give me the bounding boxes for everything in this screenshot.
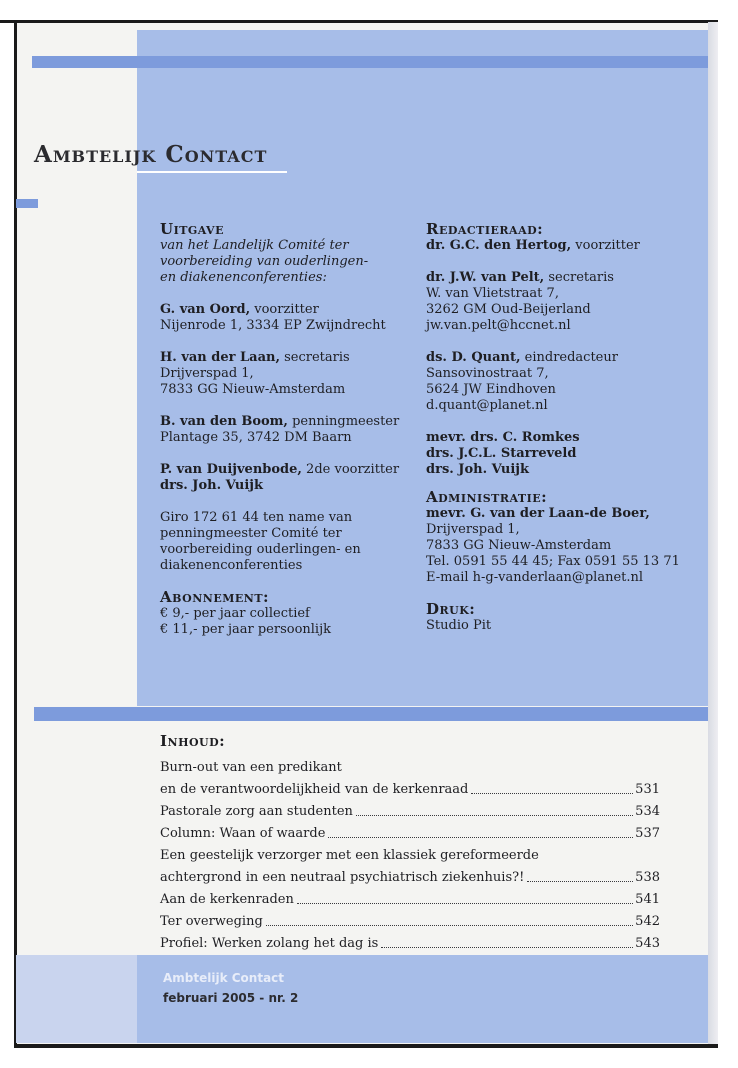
price-persoonlijk: € 11,- per jaar persoonlijk: [160, 622, 331, 637]
address-line: 5624 JW Eindhoven: [426, 382, 556, 397]
uitgave-description-line: en diakenenconferenties:: [160, 270, 327, 285]
toc-page-number: 531: [635, 782, 660, 797]
toc-title: Burn-out van een predikant: [160, 760, 342, 775]
dot-leader: [527, 881, 633, 882]
person-role: 2de voorzitter: [301, 462, 400, 477]
person-role: penningmeester: [287, 414, 400, 429]
address-line: Sansovinostraat 7,: [426, 366, 549, 381]
toc-entry[interactable]: [160, 754, 660, 776]
uitgave-heading: Uitgave: [160, 220, 224, 238]
footer-left-band: [16, 955, 137, 1043]
title-underline: [137, 171, 287, 173]
person-role: secretaris: [280, 350, 350, 365]
toc-page-number: 543: [635, 936, 660, 951]
address-line: 7833 GG Nieuw-Amsterdam: [426, 538, 612, 553]
toc-entry[interactable]: [160, 886, 660, 908]
toc-page-number: 541: [635, 892, 660, 907]
toc-page-number: 542: [635, 914, 660, 929]
toc-title: Column: Waan of waarde: [160, 826, 326, 841]
dot-leader: [266, 925, 633, 926]
person-name: G. van Oord,: [160, 302, 251, 317]
contact-boom: [160, 414, 420, 430]
toc-entry[interactable]: [160, 908, 660, 930]
footer-journal-name: Ambtelijk Contact: [163, 971, 285, 985]
toc-title: achtergrond in een neutraal psychiatrisch ziekenhuis?!: [160, 870, 525, 885]
email-line: d.quant@planet.nl: [426, 398, 548, 413]
phone-line: Tel. 0591 55 44 45; Fax 0591 55 13 71: [426, 554, 680, 569]
left-tab-mark: [16, 199, 38, 208]
journal-title: Ambtelijk Contact: [34, 141, 268, 168]
abonnement-heading: Abonnement:: [160, 588, 270, 606]
uitgave-description-line: voorbereiding van ouderlingen-: [160, 254, 369, 269]
contact-laan: [160, 350, 420, 366]
person-name: drs. Joh. Vuijk: [426, 462, 529, 477]
scan-bottom-edge: [14, 1044, 738, 1048]
dot-leader: [471, 793, 633, 794]
person-name: H. van der Laan,: [160, 350, 280, 365]
address-line: W. van Vlietstraat 7,: [426, 286, 559, 301]
toc-entry[interactable]: [160, 776, 660, 798]
giro-line: diakenenconferenties: [160, 558, 303, 573]
giro-line: voorbereiding ouderlingen- en: [160, 542, 361, 557]
contact-hertog: [426, 238, 706, 254]
dot-leader: [328, 837, 633, 838]
person-role: secretaris: [544, 270, 614, 285]
contact-duijvenbode: [160, 462, 420, 478]
uitgave-description-line: van het Landelijk Comité ter: [160, 238, 349, 253]
footer-issue: februari 2005 - nr. 2: [163, 991, 299, 1005]
redactieraad-heading: Redactieraad:: [426, 220, 544, 238]
table-of-contents: [160, 732, 660, 952]
toc-title: Ter overweging: [160, 914, 263, 929]
person-role: voorzitter: [250, 302, 319, 317]
scan-right-margin: [718, 20, 738, 1048]
scan-top-edge: [0, 20, 738, 23]
person-name: drs. Joh. Vuijk: [160, 478, 263, 493]
giro-line: Giro 172 61 44 ten name van: [160, 510, 353, 525]
contact-quant: [426, 350, 706, 366]
toc-entry[interactable]: [160, 798, 660, 820]
printer-name: Studio Pit: [426, 618, 492, 633]
person-name: P. van Duijvenbode,: [160, 462, 302, 477]
toc-title: Pastorale zorg aan studenten: [160, 804, 353, 819]
dot-leader: [381, 947, 633, 948]
email-line: E-mail h-g-vanderlaan@planet.nl: [426, 570, 644, 585]
toc-title: Profiel: Werken zolang het dag is: [160, 936, 379, 951]
toc-title: Een geestelijk verzorger met een klassiek gereformeerde: [160, 848, 539, 863]
toc-entry[interactable]: [160, 842, 660, 864]
dot-leader: [356, 815, 633, 816]
contact-oord: [160, 302, 420, 318]
price-collectief: € 9,- per jaar collectief: [160, 606, 310, 621]
druk-heading: Druk:: [426, 600, 476, 618]
colophon-right-column: [426, 220, 706, 634]
person-name: ds. D. Quant,: [426, 350, 521, 365]
middle-stripe: [34, 707, 708, 721]
person-name: drs. J.C.L. Starreveld: [426, 446, 577, 461]
administratie-heading: Administratie:: [426, 488, 548, 506]
person-name: B. van den Boom,: [160, 414, 288, 429]
address-line: 3262 GM Oud-Beijerland: [426, 302, 591, 317]
address-line: Nijenrode 1, 3334 EP Zwijndrecht: [160, 318, 386, 333]
toc-page-number: 538: [635, 870, 660, 885]
person-role: voorzitter: [571, 238, 640, 253]
toc-title: Aan de kerkenraden: [160, 892, 294, 907]
toc-entry[interactable]: [160, 864, 660, 886]
binding-shadow: [708, 22, 718, 1044]
person-name: mevr. drs. C. Romkes: [426, 430, 580, 445]
toc-title: en de verantwoordelijkheid van de kerkenraad: [160, 782, 469, 797]
address-line: Drijverspad 1,: [426, 522, 520, 537]
colophon-left-column: [160, 220, 420, 638]
address-line: Drijverspad 1,: [160, 366, 254, 381]
top-stripe: [32, 56, 708, 68]
address-line: Plantage 35, 3742 DM Baarn: [160, 430, 352, 445]
email-line: jw.van.pelt@hccnet.nl: [426, 318, 571, 333]
person-name: dr. G.C. den Hertog,: [426, 238, 572, 253]
person-name: mevr. G. van der Laan-de Boer,: [426, 506, 650, 521]
contact-pelt: [426, 270, 706, 286]
address-line: 7833 GG Nieuw-Amsterdam: [160, 382, 346, 397]
toc-page-number: 534: [635, 804, 660, 819]
toc-page-number: 537: [635, 826, 660, 841]
giro-line: penningmeester Comité ter: [160, 526, 342, 541]
dot-leader: [297, 903, 633, 904]
person-name: dr. J.W. van Pelt,: [426, 270, 545, 285]
scan-left-edge: [14, 20, 17, 1046]
toc-entry[interactable]: [160, 820, 660, 842]
person-role: eindredacteur: [520, 350, 618, 365]
inhoud-heading: Inhoud:: [160, 732, 226, 750]
toc-entry[interactable]: [160, 930, 660, 952]
